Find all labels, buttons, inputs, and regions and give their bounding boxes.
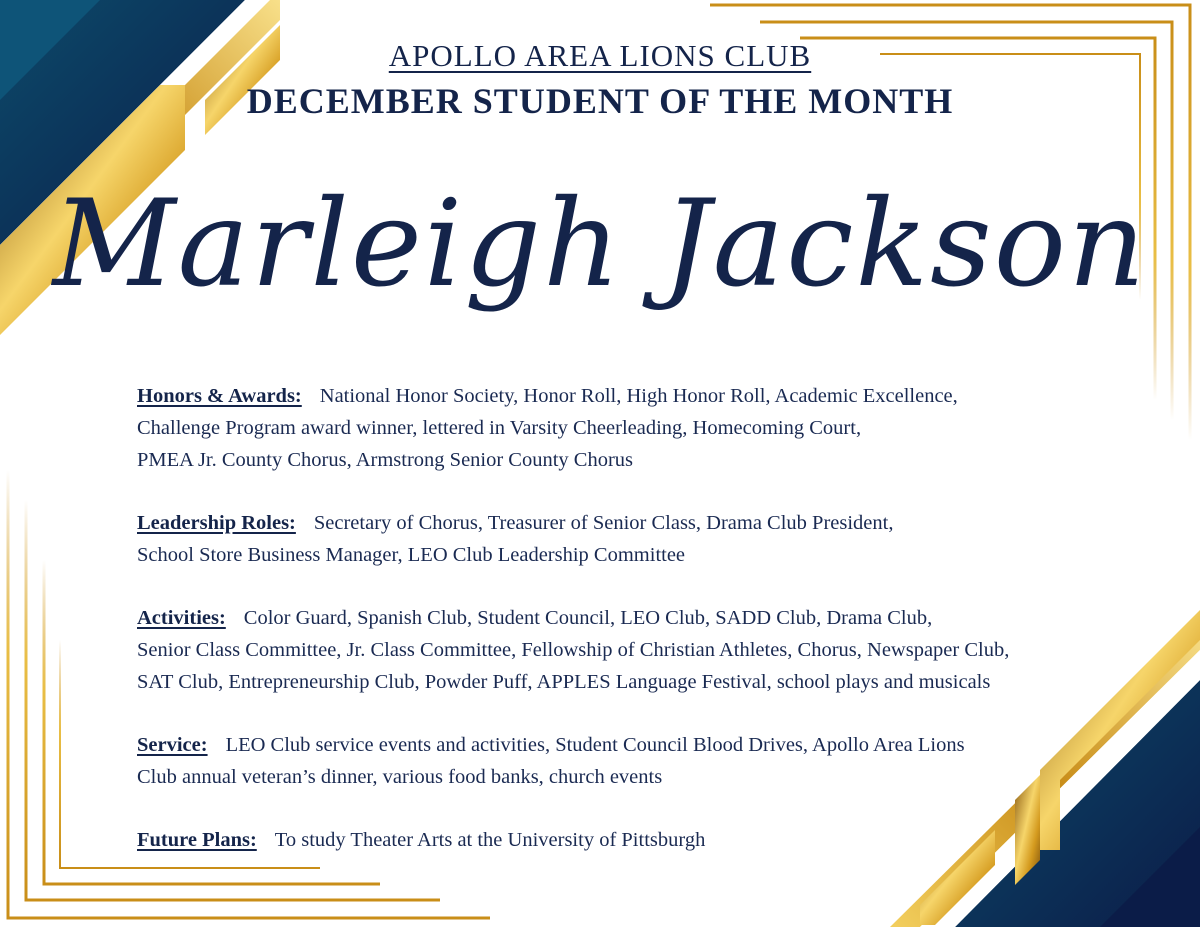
student-name: Marleigh Jackson <box>52 175 1148 314</box>
section-line: To study Theater Arts at the University of Pittsburgh <box>274 829 706 851</box>
section-leadership-roles <box>137 507 1127 571</box>
header <box>0 38 1200 122</box>
section-line: School Store Business Manager, LEO Club Leadership Committee <box>137 544 686 566</box>
club-name: APOLLO AREA LIONS CLUB <box>388 38 812 73</box>
section-activities <box>137 602 1127 698</box>
section-line: Challenge Program award winner, lettered in Varsity Cheerleading, Homecoming Court, <box>137 417 862 439</box>
section-label: Activities: <box>137 607 226 629</box>
section-line: Color Guard, Spanish Club, Student Council, LEO Club, SADD Club, Drama Club, <box>243 607 933 629</box>
section-line: Secretary of Chorus, Treasurer of Senior Class, Drama Club President, <box>313 512 894 534</box>
section-future-plans <box>137 824 1127 856</box>
section-label: Honors & Awards: <box>137 385 302 407</box>
section-line: Senior Class Committee, Jr. Class Committee, Fellowship of Christian Athletes, Chorus, Newspaper Club, <box>137 639 1010 661</box>
section-line: SAT Club, Entrepreneurship Club, Powder Puff, APPLES Language Festival, school plays and musicals <box>137 671 991 693</box>
section-label: Leadership Roles: <box>137 512 296 534</box>
award-title: DECEMBER STUDENT OF THE MONTH <box>246 81 954 121</box>
section-line: Club annual veteran’s dinner, various food banks, church events <box>137 766 663 788</box>
section-honors-awards <box>137 380 1127 476</box>
section-label: Service: <box>137 734 208 756</box>
section-line: National Honor Society, Honor Roll, High Honor Roll, Academic Excellence, <box>319 385 958 407</box>
section-label: Future Plans: <box>137 829 257 851</box>
section-line: PMEA Jr. County Chorus, Armstrong Senior County Chorus <box>137 449 634 471</box>
section-line: LEO Club service events and activities, Student Council Blood Drives, Apollo Area Lions <box>225 734 965 756</box>
section-service <box>137 729 1127 793</box>
student-details <box>137 380 1127 887</box>
